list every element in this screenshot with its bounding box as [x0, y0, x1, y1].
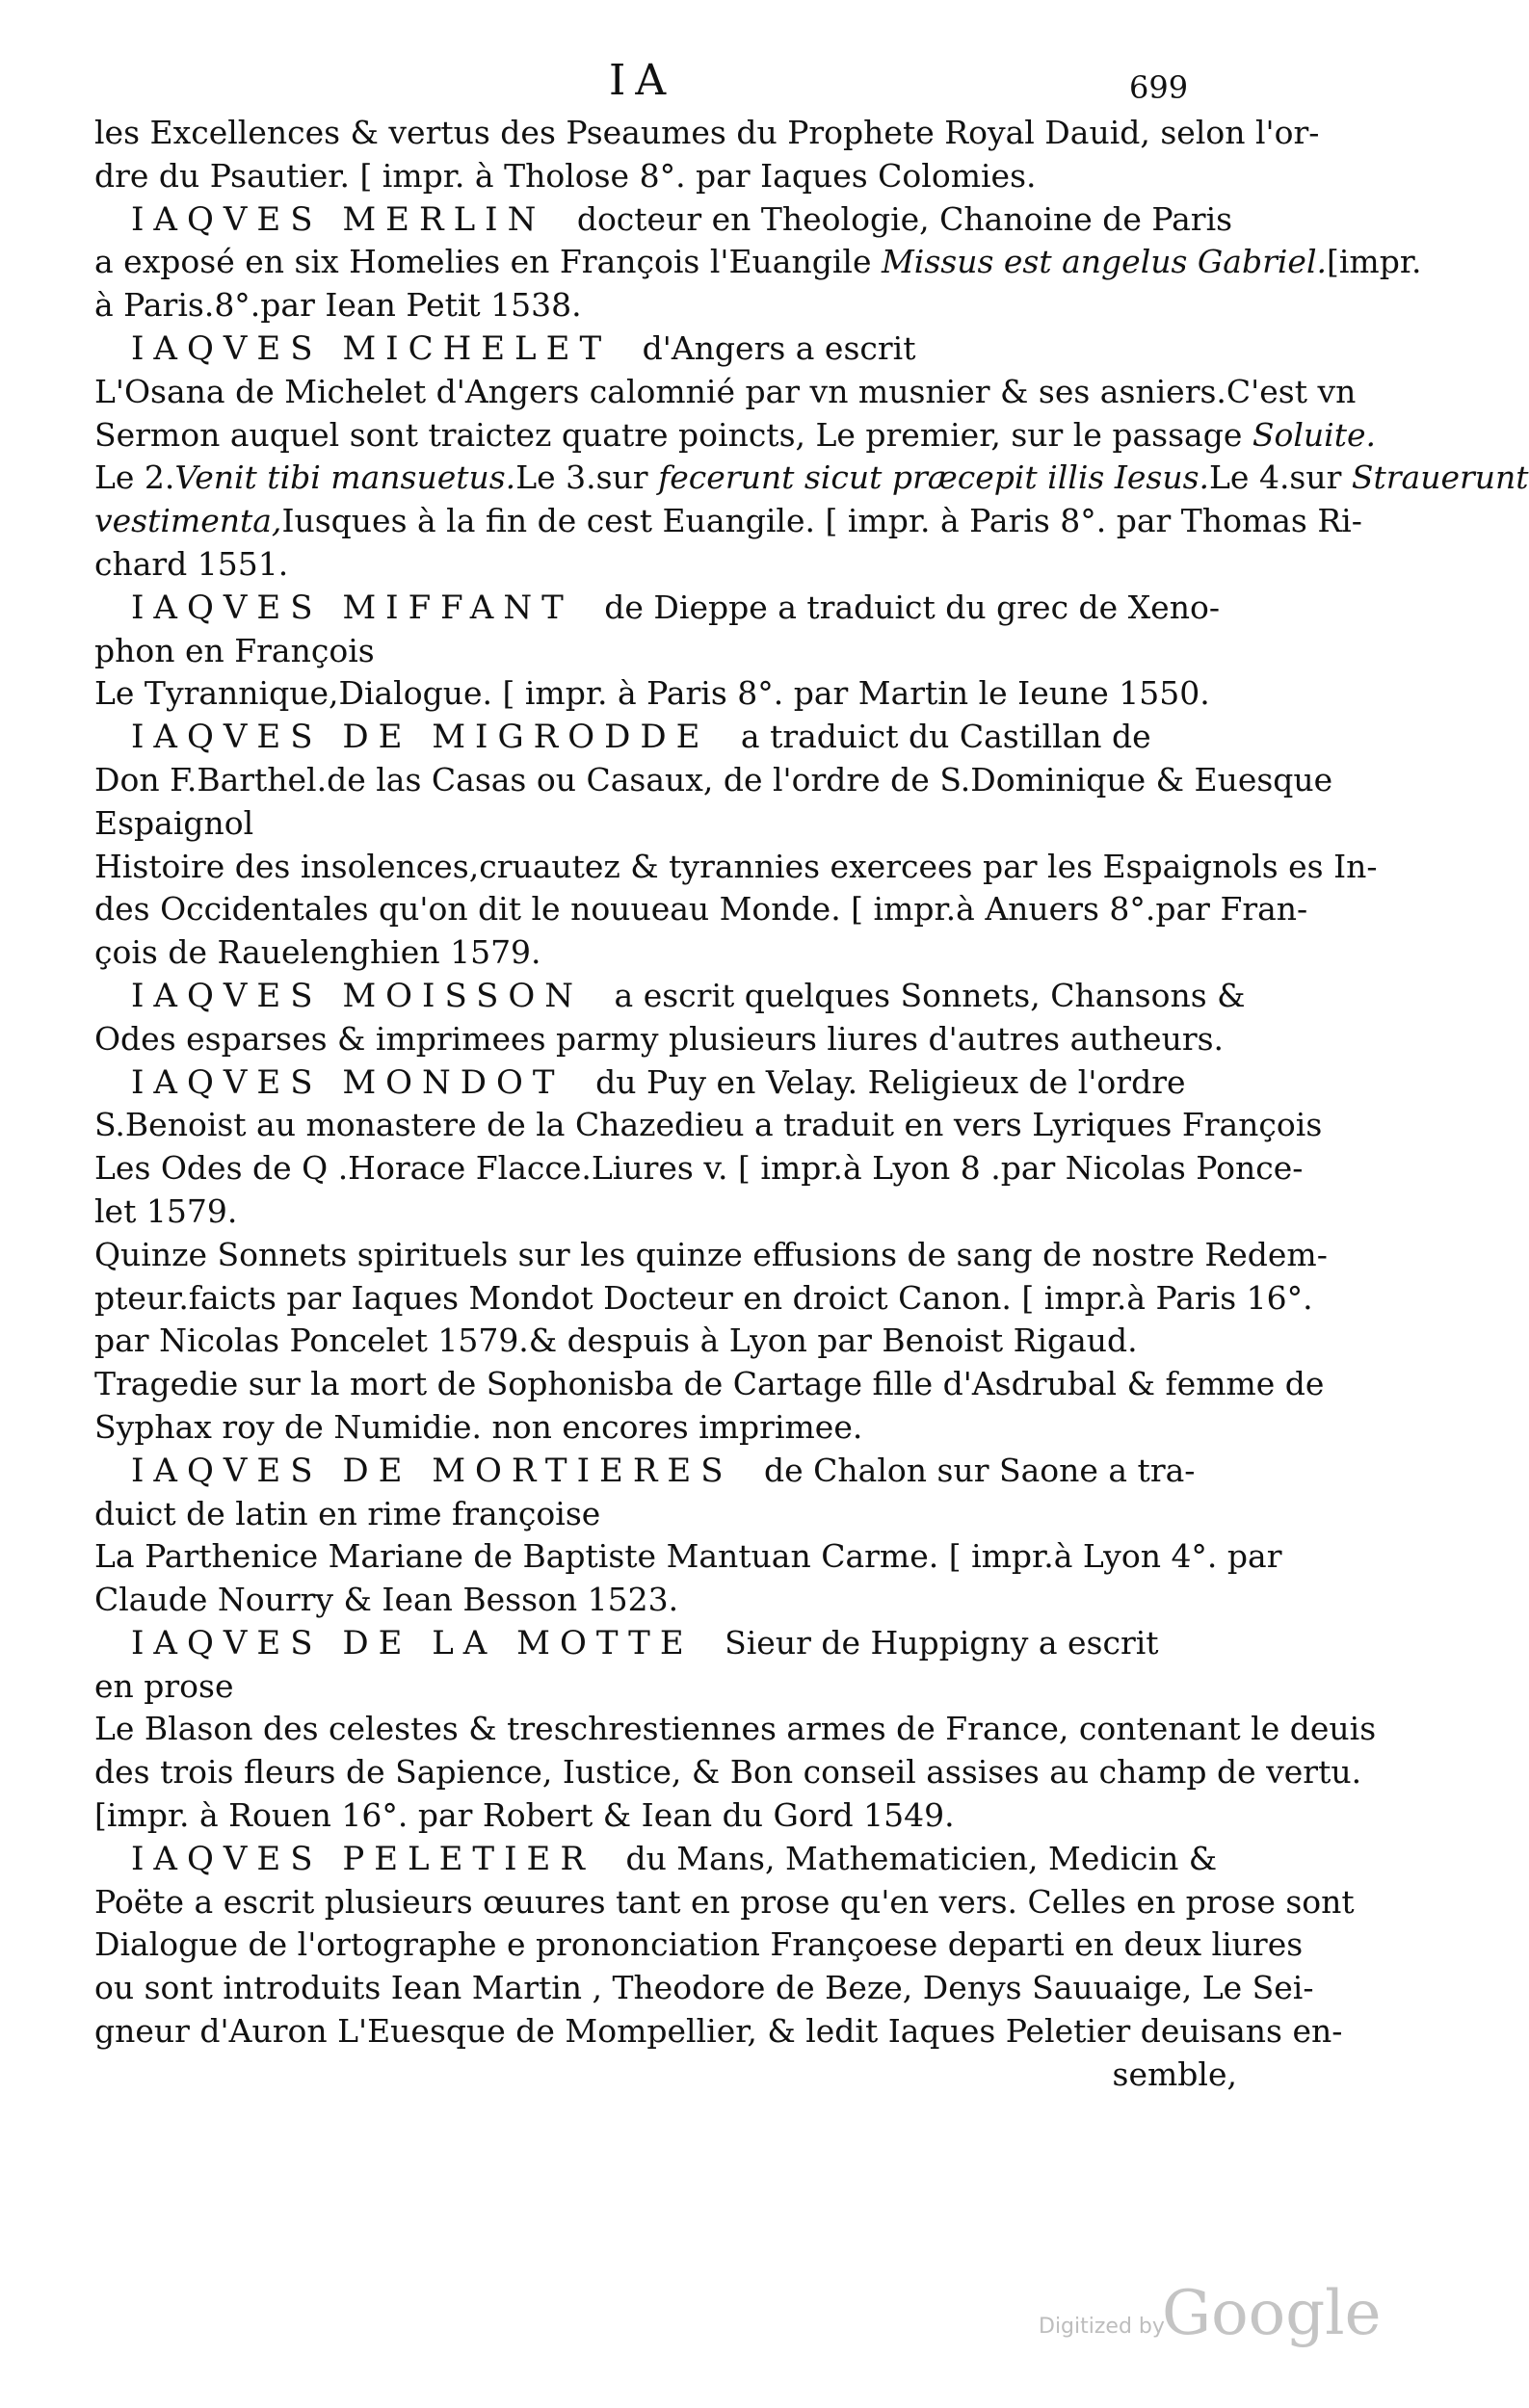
line-text: à Paris.8°.par Iean Petit 1538. — [94, 286, 582, 325]
line-text: Espaignol — [94, 803, 254, 842]
line-text: par Nicolas Poncelet 1579.& despuis à Lyon par Benoist Rigaud. — [94, 1322, 1138, 1360]
text-line — [94, 284, 1251, 327]
text-line — [94, 1881, 1355, 1924]
line-text: Le Tyrannique,Dialogue. [ impr. à Paris 8°. par Martin le Ieune 1550. — [94, 674, 1210, 713]
text-line — [94, 112, 1320, 155]
entry-heading-line — [94, 1622, 1251, 1665]
line-text: gneur d'Auron L'Euesque de Mompellier, & ledit Iaques Peletier deuisans en- — [94, 2012, 1343, 2051]
line-text: [impr. à Rouen 16°. par Robert & Iean du Gord 1549. — [94, 1796, 955, 1835]
line-text: Syphax roy de Numidie. non encores imprimee. — [94, 1407, 863, 1446]
text-line — [94, 846, 1378, 889]
line-text: La Parthenice Mariane de Baptiste Mantuan Carme. [ impr.à Lyon 4°. par — [94, 1537, 1282, 1576]
latin-quote: Missus est angelus Gabriel. — [882, 243, 1327, 281]
line-text: Les Odes de Q .Horace Flacce.Liures v. [ impr.à Lyon 8 .par Nicolas Ponce- — [94, 1149, 1304, 1188]
line-text: semble, — [1112, 2055, 1237, 2093]
text-line — [94, 1579, 1251, 1622]
text-line — [94, 1104, 1323, 1147]
line-text: Sermon auquel sont traictez quatre poincts, Le premier, sur le passage — [94, 415, 1252, 454]
line-text: S.Benoist au monastere de la Chazedieu a traduit en vers Lyriques François — [94, 1106, 1323, 1144]
line-text: L'Osana de Michelet d'Angers calomnié par vn musnier & ses asniers.C'est vn — [94, 372, 1357, 410]
line-text: a traduict du Castillan de — [730, 718, 1151, 756]
line-text: chard 1551. — [94, 544, 289, 583]
entry-heading-line — [94, 975, 1251, 1018]
line-text: Don F.Barthel.de las Casas ou Casaux, de l'ordre de S.Dominique & Euesque — [94, 760, 1333, 798]
text-line — [94, 241, 1422, 284]
line-text: docteur en Theologie, Chanoine de Paris — [567, 199, 1233, 238]
line-text: Le 3.sur — [515, 458, 659, 497]
text-line — [94, 371, 1357, 414]
author-name: IAQVES MERLIN — [131, 199, 546, 239]
line-text: dre du Psautier. [ impr. à Tholose 8°. par Iaques Colomies. — [94, 156, 1037, 195]
latin-quote: Venit tibi mansuetus. — [174, 458, 516, 497]
entry-heading-line — [94, 198, 1251, 242]
line-text: Le 4.sur — [1209, 458, 1352, 497]
line-text: Odes esparses & imprimees parmy plusieurs liures d'autres autheurs. — [94, 1019, 1225, 1058]
line-text: duict de latin en rime françoise — [94, 1494, 601, 1532]
author-name: IAQVES PELETIER — [131, 1839, 594, 1878]
line-text: pteur.faicts par Iaques Mondot Docteur en droict Canon. [ impr.à Paris 16°. — [94, 1278, 1313, 1317]
text-line — [94, 155, 1251, 198]
line-text: a escrit quelques Sonnets, Chansons & — [604, 976, 1246, 1014]
entry-heading-line — [94, 1061, 1251, 1105]
line-text: Le 2. — [94, 458, 175, 497]
line-text: Le Blason des celestes & treschrestiennes armes de France, contenant le deuis — [94, 1710, 1377, 1748]
author-name: IAQVES DE MORTIERES — [131, 1451, 733, 1490]
text-line — [94, 931, 1251, 975]
line-text: en prose — [94, 1666, 234, 1705]
entry-heading-line — [94, 1450, 1251, 1493]
page-number: 699 — [1129, 69, 1189, 106]
line-text: de Chalon sur Saone a tra- — [753, 1451, 1196, 1489]
line-text: phon en François — [94, 631, 375, 669]
line-text: d'Angers a escrit — [632, 328, 916, 367]
line-text: çois de Rauelenghien 1579. — [94, 933, 541, 972]
line-text: [impr. — [1326, 243, 1422, 281]
line-text: Quinze Sonnets spirituels sur les quinze effusions de sang de nostre Redem- — [94, 1235, 1328, 1273]
entry-heading-line — [94, 1838, 1251, 1881]
line-text: Poëte a escrit plusieurs œuures tant en prose qu'en vers. Celles en prose sont — [94, 1882, 1355, 1921]
text-line — [94, 1535, 1282, 1579]
author-name: IAQVES DE LA MOTTE — [131, 1623, 694, 1662]
text-line — [94, 1406, 1251, 1450]
text-line — [94, 888, 1308, 931]
latin-quote: fecerunt sicut præcepit illis Iesus. — [658, 458, 1210, 497]
text-line — [94, 1234, 1328, 1277]
text-line — [94, 1708, 1377, 1751]
author-name: IAQVES MICHELET — [131, 328, 612, 368]
text-line — [94, 2010, 1343, 2054]
line-text: les Excellences & vertus des Pseaumes du Prophete Royal Dauid, selon l'or- — [94, 114, 1320, 151]
text-line — [94, 543, 1251, 587]
text-line — [94, 2054, 1251, 2097]
google-logo: Google — [1162, 2278, 1382, 2349]
line-text: Claude Nourry & Iean Besson 1523. — [94, 1581, 679, 1619]
text-line — [94, 1191, 1251, 1234]
text-line — [94, 1363, 1325, 1406]
digitized-label: Digitized by — [1039, 2315, 1165, 2339]
text-line — [94, 1320, 1251, 1363]
line-text: a exposé en six Homelies en François l'Euangile — [94, 243, 882, 281]
line-text: des trois fleurs de Sapience, Iustice, & Bon conseil assises au champ de vertu. — [94, 1753, 1362, 1792]
text-line — [94, 802, 1251, 846]
text-line — [94, 457, 1529, 500]
text-line — [94, 1924, 1304, 1967]
text-line — [94, 1967, 1314, 2010]
latin-quote: Soluite. — [1252, 415, 1376, 454]
text-line — [94, 759, 1333, 802]
text-line — [94, 1751, 1362, 1794]
line-text: Iusques à la fin de cest Euangile. [ impr. à Paris 8°. par Thomas Ri- — [281, 502, 1362, 540]
author-name: IAQVES MIFFANT — [131, 588, 573, 627]
line-text: Tragedie sur la mort de Sophonisba de Cartage fille d'Asdrubal & femme de — [94, 1365, 1325, 1403]
text-line — [94, 1147, 1304, 1191]
author-name: IAQVES MOISSON — [131, 976, 584, 1015]
line-text: des Occidentales qu'on dit le nouueau Monde. [ impr.à Anuers 8°.par Fran- — [94, 890, 1308, 929]
line-text: Sieur de Huppigny a escrit — [714, 1623, 1159, 1662]
text-line — [94, 1794, 1251, 1838]
line-text: ou sont introduits Iean Martin , Theodore de Beze, Denys Sauuaige, Le Sei- — [94, 1969, 1314, 2007]
line-text: Histoire des insolences,cruautez & tyrannies exercees par les Espaignols es In- — [94, 847, 1378, 885]
text-line — [94, 630, 1251, 673]
author-name: IAQVES MONDOT — [131, 1062, 565, 1102]
entry-heading-line — [94, 716, 1251, 759]
entry-heading-line — [94, 587, 1251, 630]
line-text: de Dieppe a traduict du grec de Xeno- — [593, 588, 1220, 626]
author-name: IAQVES DE MIGRODDE — [131, 718, 710, 757]
latin-quote: Strauerunt — [1351, 458, 1529, 497]
digitized-watermark — [1039, 2278, 1405, 2355]
line-text: let 1579. — [94, 1191, 238, 1230]
text-line — [94, 1277, 1313, 1321]
running-title: IA — [609, 56, 676, 105]
line-text: du Puy en Velay. Religieux de l'ordre — [585, 1062, 1186, 1101]
latin-quote: vestimenta, — [94, 502, 282, 540]
entry-heading-line — [94, 327, 1251, 371]
text-line — [94, 500, 1362, 543]
text-line — [94, 672, 1251, 716]
text-line — [94, 1018, 1251, 1061]
text-line — [94, 414, 1376, 458]
page-body — [94, 112, 1529, 2097]
text-line — [94, 1493, 1251, 1536]
text-line — [94, 1665, 1251, 1709]
line-text: Dialogue de l'ortographe e prononciation Françoese departi en deux liures — [94, 1925, 1304, 1964]
line-text: du Mans, Mathematicien, Medicin & — [615, 1839, 1218, 1877]
page-header — [0, 56, 1495, 114]
